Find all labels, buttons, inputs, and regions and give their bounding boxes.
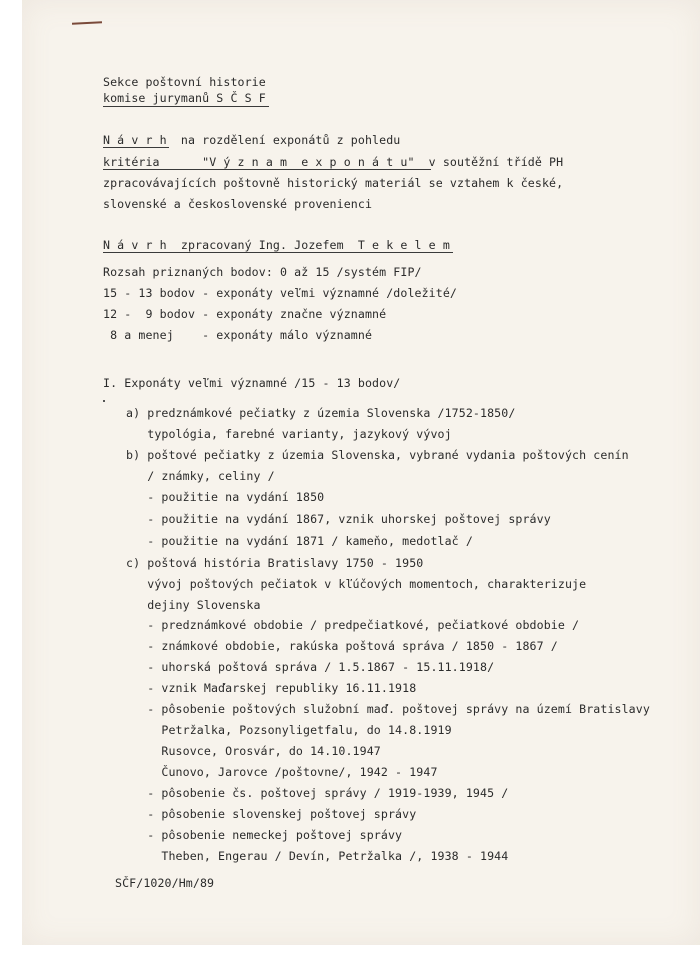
item-c-line: - pôsobenie poštových služobní maď. poštovej správy na území Bratislavy bbox=[126, 702, 650, 716]
item-b-line: b) poštové pečiatky z územia Slovenska, vybrané vydania poštových cenín bbox=[126, 448, 629, 462]
header-underline bbox=[103, 106, 269, 107]
item-b-line: - použitie na vydání 1850 bbox=[126, 490, 325, 504]
header-line-1: Sekce poštovní historie bbox=[103, 75, 266, 89]
item-c-line: Čunovo, Jarovce /poštovne/, 1942 - 1947 bbox=[126, 765, 438, 779]
scale-level: 12 - 9 bodov - exponáty značne významné bbox=[103, 307, 387, 321]
item-b-line: / známky, celiny / bbox=[126, 469, 275, 483]
document-page bbox=[22, 0, 700, 945]
item-a-line: typológia, farebné varianty, jazykový vývoj bbox=[126, 427, 452, 441]
proposal-line-4: slovenské a československé provenienci bbox=[103, 197, 373, 211]
item-c-line: - známkové obdobie, rakúska poštová správa / 1850 - 1867 / bbox=[126, 639, 558, 653]
item-c-line: Petržalka, Pozsonyligetfalu, do 14.8.1919 bbox=[126, 723, 452, 737]
section-title: I. Exponáty veľmi významné /15 - 13 bodov/ bbox=[103, 376, 401, 390]
proposal-line-1: N á v r h na rozdělení exponátů z pohledu bbox=[103, 133, 401, 147]
navrh-underline bbox=[103, 147, 169, 148]
kriteria-underline bbox=[103, 169, 431, 170]
scale-level: 15 - 13 bodov - exponáty veľmi významné /doležité/ bbox=[103, 286, 458, 300]
item-c-line: Rusovce, Orosvár, do 14.10.1947 bbox=[126, 744, 381, 758]
item-c-line: dejiny Slovenska bbox=[126, 598, 261, 612]
item-c-line: Theben, Engerau / Devín, Petržalka /, 1938 - 1944 bbox=[126, 849, 509, 863]
margin-dot bbox=[103, 400, 105, 402]
author-underline bbox=[103, 252, 453, 253]
header-line-2: komise jurymanů S Č S F bbox=[103, 91, 266, 105]
item-c-line: c) poštová história Bratislavy 1750 - 1950 bbox=[126, 556, 424, 570]
author-line: N á v r h zpracovaný Ing. Jozefem T e k e l e m bbox=[103, 238, 450, 252]
item-c-line: vývoj poštových pečiatok v kľúčových momentoch, charakterizuje bbox=[126, 577, 587, 591]
scale-range: Rozsah priznaných bodov: 0 až 15 /systém FIP/ bbox=[103, 265, 422, 279]
item-c-line: - uhorská poštová správa / 1.5.1867 - 15.11.1918/ bbox=[126, 660, 495, 674]
item-c-line: - vznik Maďarskej republiky 16.11.1918 bbox=[126, 681, 417, 695]
ink-mark bbox=[72, 21, 102, 25]
item-b-line: - použitie na vydání 1871 / kameňo, medotlač / bbox=[126, 534, 473, 548]
document-reference: SČF/1020/Hm/89 bbox=[115, 876, 215, 890]
item-c-line: - predznámkové obdobie / predpečiatkové, pečiatkové obdobie / bbox=[126, 618, 580, 632]
proposal-line-3: zpracovávajících poštovně historický materiál se vztahem k české, bbox=[103, 176, 564, 190]
item-c-line: - pôsobenie slovenskej poštovej správy bbox=[126, 807, 417, 821]
item-c-line: - pôsobenie nemeckej poštovej správy bbox=[126, 828, 403, 842]
scale-level: 8 a menej - exponáty málo významné bbox=[103, 328, 373, 342]
item-c-line: - pôsobenie čs. poštovej správy / 1919-1939, 1945 / bbox=[126, 786, 509, 800]
proposal-line-2: kritéria "V ý z n a m e x p o n á t u" v soutěžní třídě PH bbox=[103, 155, 564, 169]
item-b-line: - použitie na vydání 1867, vznik uhorskej poštovej správy bbox=[126, 512, 551, 526]
item-a-line: a) predznámkové pečiatky z územia Slovenska /1752-1850/ bbox=[126, 406, 516, 420]
